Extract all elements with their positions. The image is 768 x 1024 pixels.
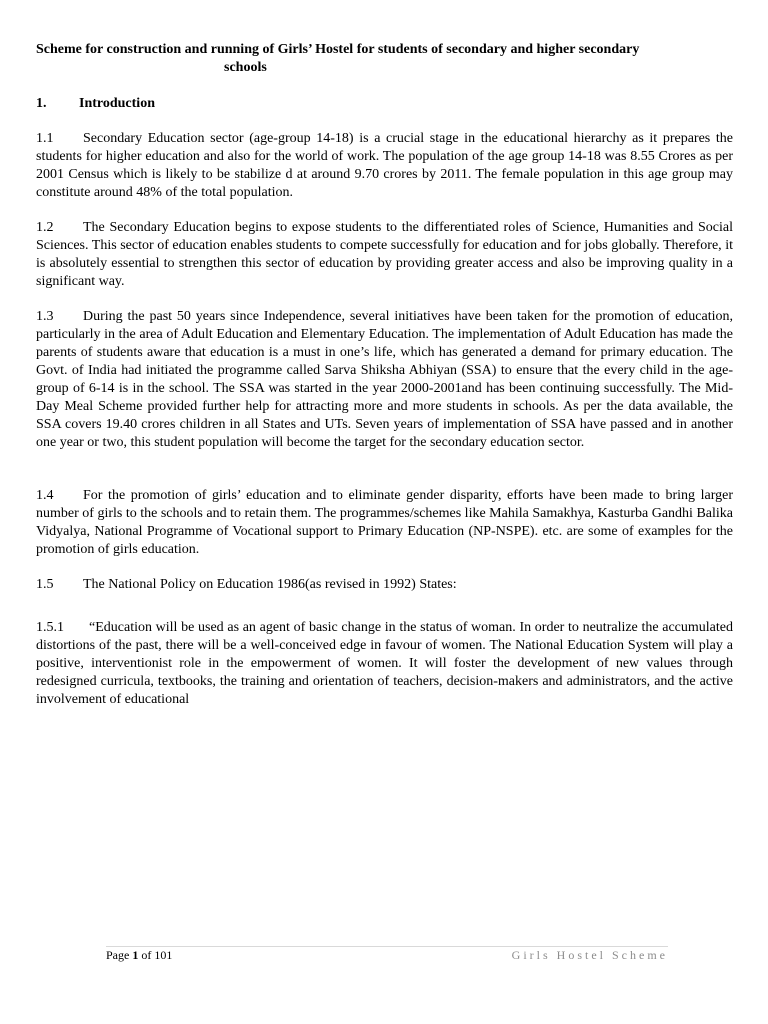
paragraph-text: The Secondary Education begins to expose students to the differentiated roles of Science, Humanities and Social Sciences. This sector of education enables students to compete successfully for education and for jobs globally. Therefore, it is absolutely essential to strengthen this sector of education by providing greater access and also be improving quality in a significant way. xyxy=(36,220,733,289)
paragraph-number: 1.4 xyxy=(36,488,54,503)
section-title: Introduction xyxy=(79,96,155,111)
paragraph-number: 1.5.1 xyxy=(36,620,64,635)
paragraph-1-4 xyxy=(36,487,733,559)
page-separator: of xyxy=(138,948,155,962)
paragraph-text: “Education will be used as an agent of basic change in the status of woman. In order to neutralize the accumulated distortions of the past, there will be a well-conceived edge in favour of women. The National Education System will play a positive, interventionist role in the empowerment of women. It will foster the development of new values through redesigned curricula, textbooks, the training and orientation of teachers, decision-makers and administrators, and the active involvement of educational xyxy=(36,620,733,707)
paragraph-number: 1.2 xyxy=(36,220,54,235)
page-current: 1 xyxy=(132,948,139,962)
paragraph-1-5-1 xyxy=(36,619,733,709)
paragraph-number: 1.1 xyxy=(36,131,54,146)
page-total: 101 xyxy=(154,948,173,962)
page-prefix: Page xyxy=(106,948,133,962)
document-title xyxy=(36,41,696,77)
paragraph-text: The National Policy on Education 1986(as revised in 1992) States: xyxy=(83,577,457,592)
section-number: 1. xyxy=(36,96,47,111)
paragraph-text: During the past 50 years since Independence, several initiatives have been taken for the promotion of education, particularly in the area of Adult Education and Elementary Education. The implementation of Adult Education has made the parents of students aware that education is a must in one’s life, which has generated a demand for primary education. The Govt. of India had initiated the programme called Sarva Shiksha Abhiyan (SSA) to ensure that the every child in the age-group of 6-14 is in the school. The SSA was started in the year 2000-2001and has been continuing successfully. The Mid-Day Meal Scheme provided further help for attracting more and more students in schools. As per the data available, the SSA covers 19.40 crores children in all States and UTs. Seven years of implementation of SSA have passed and in another one year or two, this student population will become the target for the secondary education sector. xyxy=(36,309,733,450)
title-line-1: Scheme for construction and running of Girls’ Hostel for students of secondary and higher secondary xyxy=(36,42,640,57)
paragraph-text: For the promotion of girls’ education and to eliminate gender disparity, efforts have been made to bring larger number of girls to the schools and to retain them. The programmes/schemes like Mahila Samakhya, Kasturba Gandhi Balika Vidyalya, National Programme of Vocational support to Primary Education (NP-NSPE). etc. are some of examples for the promotion of girls education. xyxy=(36,488,733,557)
paragraph-1-5 xyxy=(36,576,733,594)
paragraph-1-1 xyxy=(36,130,733,202)
paragraph-number: 1.3 xyxy=(36,309,54,324)
paragraph-number: 1.5 xyxy=(36,577,54,592)
footer-page-number xyxy=(106,947,172,963)
section-heading xyxy=(36,95,155,113)
paragraph-text: Secondary Education sector (age-group 14-18) is a crucial stage in the educational hierarchy as it prepares the students for higher education and also for the world of work. The population of the age group 14-18 was 8.55 Crores as per 2001 Census which is likely to be stabilize d at around 9.70 crores by 2011. The female population in this age group may constitute around 48% of the total population. xyxy=(36,131,733,200)
footer-scheme-label: Girls Hostel Scheme xyxy=(511,948,668,962)
paragraph-1-3 xyxy=(36,308,733,452)
title-line-2: schools xyxy=(224,60,267,75)
paragraph-1-2 xyxy=(36,219,733,291)
